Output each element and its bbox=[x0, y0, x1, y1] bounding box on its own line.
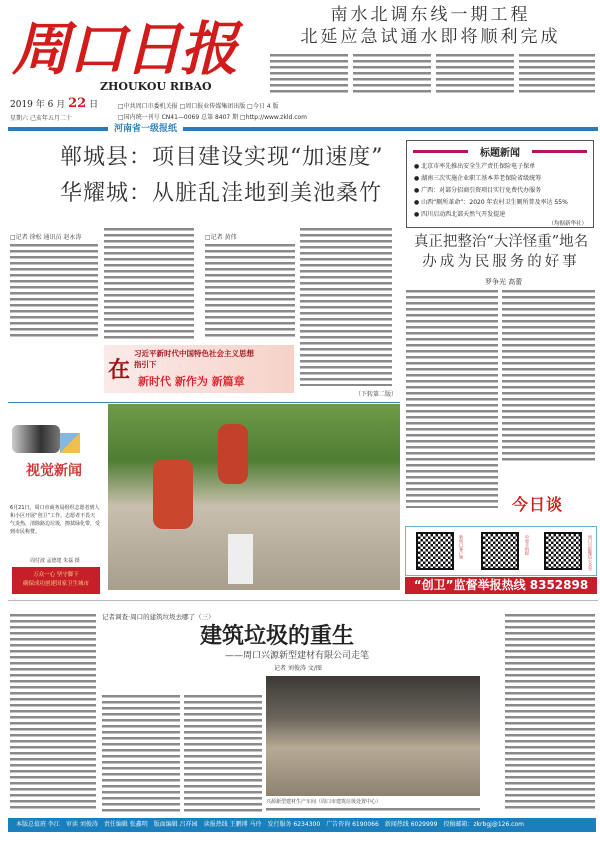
lead-headline bbox=[60, 140, 384, 212]
banner-line2: 指引下 bbox=[134, 360, 157, 369]
lead-headline-1: 郸城县：项目建设实现“加速度” bbox=[60, 145, 384, 170]
feature-col bbox=[102, 693, 180, 813]
banner-line1: 习近平新时代中国特色社会主义思想 bbox=[134, 349, 254, 358]
feature-kicker: 记者调查·周口的建筑垃圾去哪了（三） bbox=[102, 613, 215, 621]
footer-item: 广告咨询 6190066 bbox=[326, 821, 379, 828]
lead-col bbox=[300, 226, 392, 386]
factory-photo bbox=[266, 676, 480, 796]
headline-news-item[interactable]: ● 北京市率先推出安全生产责任保险电子保单 bbox=[414, 161, 535, 170]
lead-col bbox=[104, 226, 194, 340]
commentary-col bbox=[406, 288, 498, 508]
feature-col bbox=[266, 806, 480, 814]
feature-headline: 建筑垃圾的重生 bbox=[200, 623, 355, 649]
lead-col bbox=[10, 242, 98, 340]
qr-code-box bbox=[405, 526, 597, 576]
photo-caption: 6月21日，周口市商务局组织志愿者到人和小区开展“创卫”工作，志愿者不畏天气炎热，清除路边垃圾，擦拭绿化带，受到市民称赞。 bbox=[10, 505, 101, 535]
top-headline-2: 北延应急试通水即将顺利完成 bbox=[300, 27, 561, 47]
feature-subtitle: ——周口兴源新型建材有限公司走笔 bbox=[225, 651, 370, 661]
top-story-col bbox=[436, 52, 514, 96]
qr-label: 新周口客户端 bbox=[459, 535, 464, 559]
headline-news-title: 标题新闻 bbox=[407, 144, 593, 159]
photo-credit: 周付波 孟德建 朱磊 摄 bbox=[30, 558, 80, 564]
jinritan-logo: 今日谈 bbox=[512, 495, 564, 514]
headline-news-item[interactable]: ● 山西“厕所革命”：2020 年农村卫生厕所普及率达 55% bbox=[414, 197, 568, 206]
continued-note: （下转第二版） bbox=[355, 391, 398, 398]
photo-figure bbox=[218, 424, 248, 484]
feature-col bbox=[184, 693, 262, 813]
footer-item: 本版总值班 李江 bbox=[16, 821, 60, 828]
issue-date bbox=[10, 96, 98, 111]
headline-news-box bbox=[406, 140, 594, 228]
top-story-col bbox=[519, 52, 595, 96]
section-divider bbox=[8, 402, 400, 403]
qr-code-icon[interactable] bbox=[544, 532, 582, 570]
qr-code-icon[interactable] bbox=[481, 532, 519, 570]
masthead-rule bbox=[8, 127, 598, 131]
lead-headline-2: 华耀城：从脏乱洼地到美池桑竹 bbox=[60, 181, 383, 206]
footer-item: 版面编辑 吕祥园 bbox=[153, 821, 198, 828]
slogan-box bbox=[12, 567, 100, 594]
footer-item: 审读 刘俊涛 bbox=[65, 821, 98, 828]
photo-bag bbox=[228, 534, 253, 584]
visual-news-title: 视觉新闻 bbox=[26, 463, 82, 479]
commentary-byline: 罗争光 高蕾 bbox=[485, 278, 523, 286]
camera-icon bbox=[12, 425, 60, 453]
headline-news-item[interactable]: ● 四川启动西北部天然气开发提速 bbox=[414, 209, 505, 218]
top-story-col bbox=[353, 52, 431, 96]
publisher-info: □中共周口市委机关报 □周口报业传媒集团出版 □今日 4 版 bbox=[118, 103, 279, 110]
masthead-logo: 周口日报 bbox=[12, 15, 237, 83]
footer-item[interactable]: 投稿邮箱：zkrbgj@126.com bbox=[443, 821, 524, 828]
factory-photo-caption: 兴源新型建材生产车间（周口市建筑垃圾处置中心） bbox=[266, 799, 382, 805]
date-prefix: 2019 年 6 月 bbox=[10, 100, 66, 110]
footer-item: 发行服务 6234300 bbox=[267, 821, 321, 828]
lead-col bbox=[205, 242, 295, 340]
tagline: 河南省一级报纸 bbox=[108, 121, 183, 134]
photo-figure bbox=[153, 459, 193, 529]
footer-item: 读报热线 王鹏博 马玲 bbox=[203, 821, 262, 828]
issue-info: □国内统一刊号 CN41—0069 总第 8407 期 □http://www.zkld.com bbox=[118, 114, 308, 121]
headline-news-item[interactable]: ● 广西：对部分招商引资项目实行免费代办服务 bbox=[414, 185, 541, 194]
footer-bar bbox=[8, 818, 596, 832]
footer-item: 责任编辑 张鑫明 bbox=[103, 821, 148, 828]
qr-code-icon[interactable] bbox=[416, 532, 454, 570]
feature-col bbox=[10, 612, 96, 812]
qr-label: 周口日报微信公众号 bbox=[588, 535, 593, 571]
top-story-col bbox=[270, 52, 348, 96]
lead-byline-2: □记者 黄伟 bbox=[205, 234, 237, 241]
section-divider bbox=[8, 600, 598, 601]
footer-item: 新闻热线 6029999 bbox=[384, 821, 438, 828]
headline-news-source: （均据新华社） bbox=[548, 221, 587, 227]
banner-line3: 新时代 新作为 新篇章 bbox=[138, 375, 245, 388]
weekday-line: 星期六 己亥年五月二十 bbox=[10, 115, 72, 122]
date-suffix: 日 bbox=[89, 100, 99, 110]
commentary-col bbox=[502, 288, 595, 462]
commentary-headline bbox=[406, 232, 596, 272]
commentary-headline-1: 真正把整治“大洋怪重”地名 bbox=[413, 234, 589, 250]
slogan-line: 万众一心 坚守脚下 bbox=[33, 572, 79, 578]
top-story-headline bbox=[268, 4, 593, 48]
feature-byline: 记者 刘俊涛 文/图 bbox=[274, 665, 322, 672]
slogan-line: 确保成功创建国家卫生城市 bbox=[22, 581, 89, 587]
headline-news-item[interactable]: ● 湖南三次实施企业职工基本养老保险省级统筹 bbox=[414, 173, 541, 182]
top-headline-1: 南水北调东线一期工程 bbox=[330, 5, 531, 25]
date-day: 22 bbox=[68, 96, 87, 111]
volunteer-photo bbox=[108, 404, 400, 590]
hotline-bar: “创卫”监督举报热线 8352898 bbox=[405, 577, 597, 594]
qr-label: 中原手机报 bbox=[525, 535, 530, 555]
decor-shape bbox=[60, 433, 80, 453]
banner-char: 在 bbox=[108, 357, 131, 383]
feature-col bbox=[505, 612, 595, 812]
masthead-pinyin: ZHOUKOU RIBAO bbox=[100, 80, 212, 93]
theme-banner bbox=[104, 345, 294, 393]
lead-byline-1: □记者 徐松 通讯员 赵永涛 bbox=[10, 234, 82, 241]
commentary-headline-2: 办成为民服务的好事 bbox=[422, 254, 580, 270]
